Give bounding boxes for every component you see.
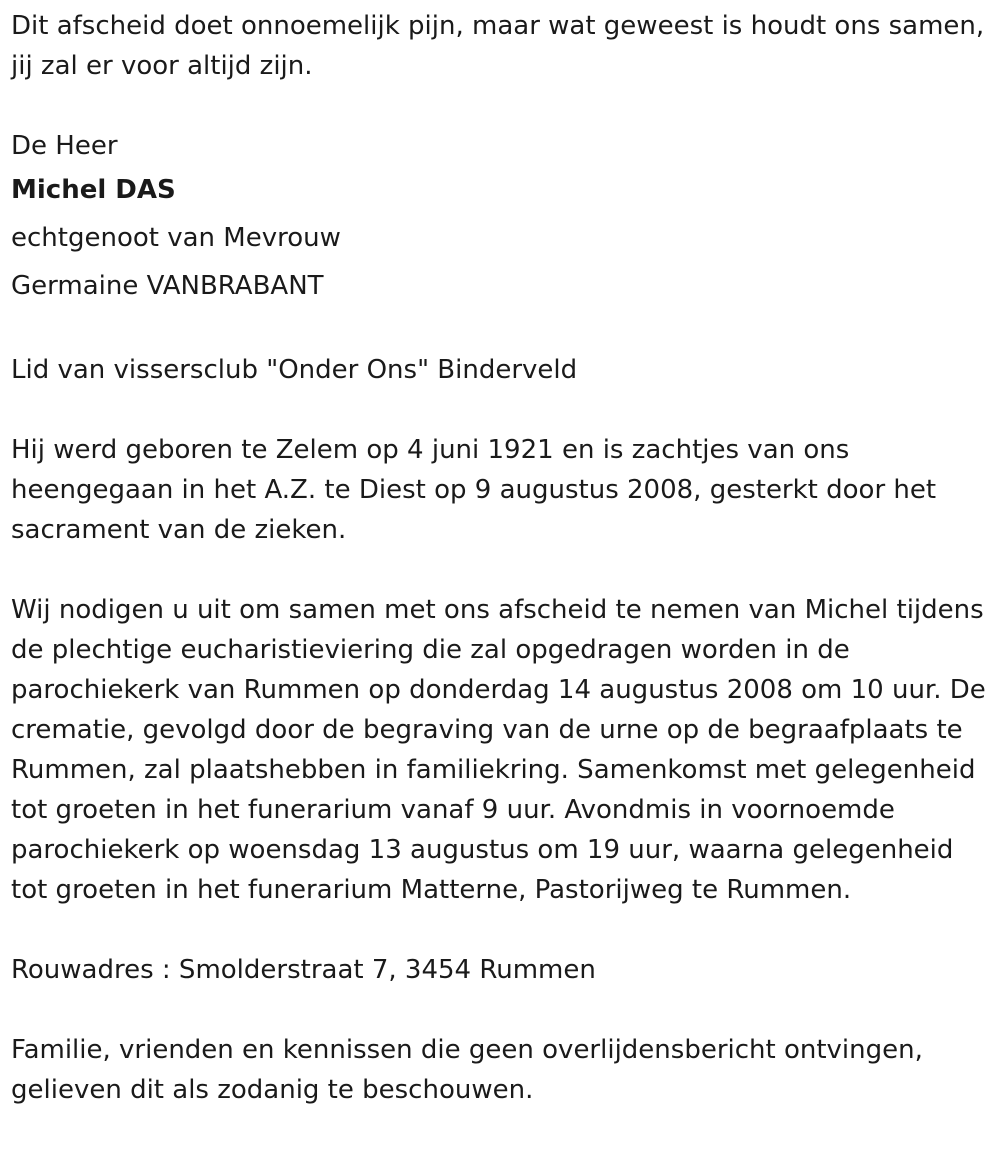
deceased-name: Michel DAS: [11, 175, 176, 205]
membership-line: Lid van vissersclub "Onder Ons" Binderveld: [11, 355, 578, 385]
closing-paragraph: Familie, vrienden en kennissen die geen overlijdensbericht ontvingen, gelieven dit als zodanig te beschouwen.: [11, 1035, 923, 1105]
spacer: [11, 390, 990, 430]
honorific: De Heer: [11, 131, 118, 161]
ceremony-paragraph: Wij nodigen u uit om samen met ons afscheid te nemen van Michel tijdens de plechtige eucharistieviering die zal opgedragen worden in de parochiekerk van Rummen op donderdag 14 augustus 2008 om 10 uur. De crematie, gevolgd door de begraving van de urne op de begraafplaats te Rummen, zal plaatshebben in familiekring. Samenkomst met gelegenheid tot groeten in het funerarium vanaf 9 uur. Avondmis in voornoemde parochiekerk op woensdag 13 augustus om 19 uur, waarna gelegenheid tot groeten in het funerarium Matterne, Pastorijweg te Rummen.: [11, 595, 986, 905]
spouse-name: Germaine VANBRABANT: [11, 271, 324, 301]
spacer: [11, 550, 990, 590]
spacer: [11, 86, 990, 126]
birth-death-paragraph: Hij werd geboren te Zelem op 4 juni 1921 en is zachtjes van ons heengegaan in het A.Z. te Diest op 9 augustus 2008, gesterkt door het sacrament van de zieken.: [11, 435, 937, 545]
spacer: [11, 990, 990, 1030]
spacer: [11, 310, 990, 350]
spouse-relation: echtgenoot van Mevrouw: [11, 223, 341, 253]
spacer: [11, 910, 990, 950]
opening-quote: Dit afscheid doet onnoemelijk pijn, maar wat geweest is houdt ons samen, jij zal er voor altijd zijn.: [11, 11, 985, 81]
mourning-address: Rouwadres : Smolderstraat 7, 3454 Rummen: [11, 955, 596, 985]
